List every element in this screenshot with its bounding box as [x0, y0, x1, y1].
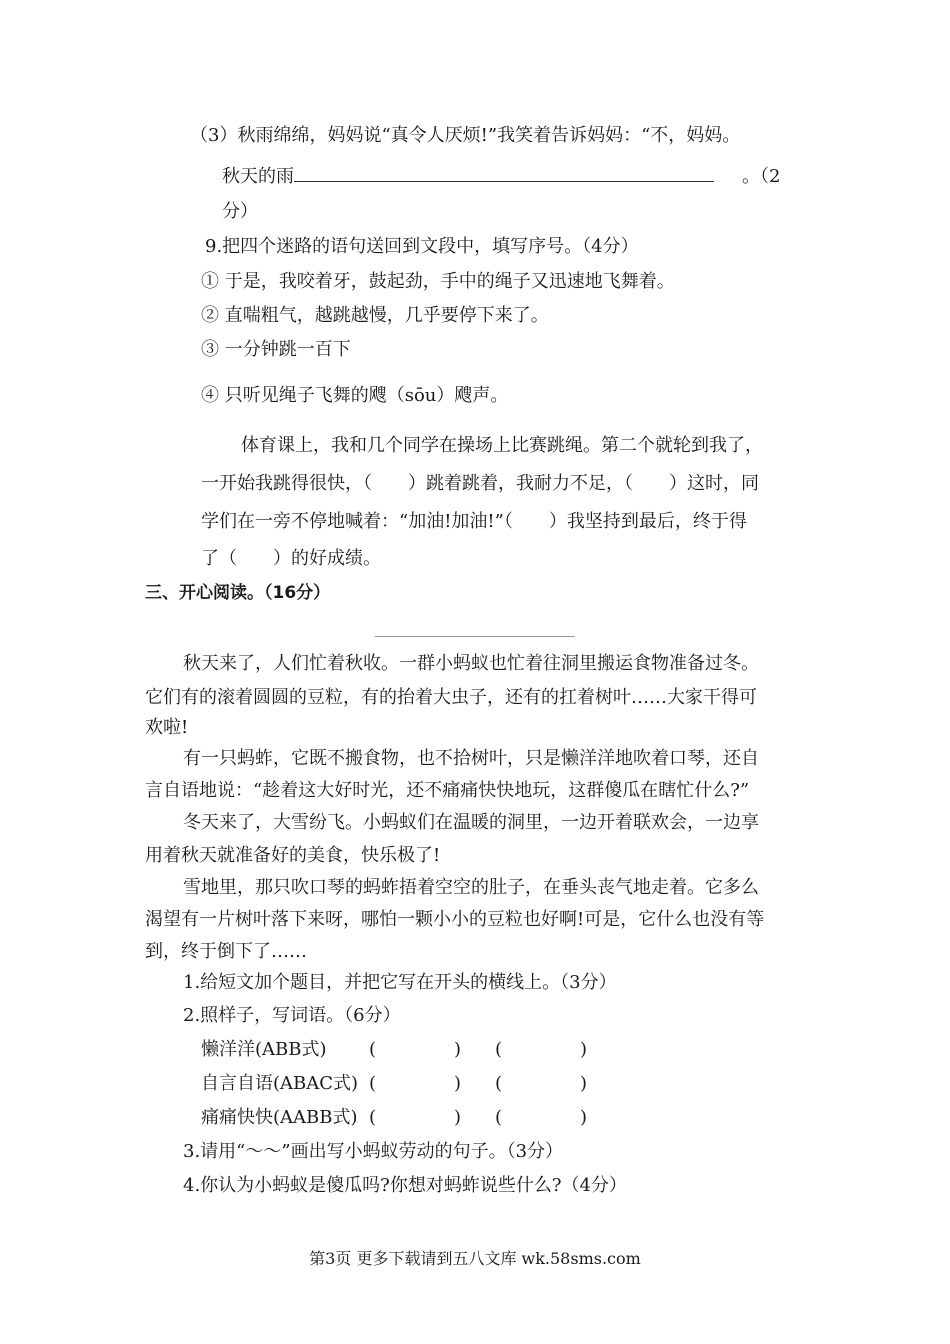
answer-blank[interactable]: [294, 163, 714, 182]
q9-passage-line: 了（ ）的好成绩。: [201, 548, 381, 569]
q2-paren-b[interactable]: (: [495, 1073, 503, 1094]
story-line: 它们有的滚着圆圆的豆粒，有的抬着大虫子，还有的扛着树叶……大家干得可: [145, 687, 757, 708]
story-line: 渴望有一片树叶落下来呀，哪怕一颗小小的豆粒也好啊!可是，它什么也没有等: [145, 909, 765, 930]
section3-heading: 三、开心阅读。（16分）: [145, 583, 331, 603]
story-line: 欢啦!: [145, 717, 189, 738]
story-line: 到，终于倒下了……: [145, 941, 307, 962]
q2-paren-b: ): [580, 1107, 588, 1128]
q2-paren-a[interactable]: (: [369, 1107, 377, 1128]
story-line: 秋天来了，人们忙着秋收。一群小蚂蚁也忙着往洞里搬运食物准备过冬。: [183, 653, 759, 674]
q8-3-line3: 分）: [222, 201, 258, 222]
q2-paren-b: ): [580, 1039, 588, 1060]
q9-option-3: ③ 一分钟跳一百下: [201, 339, 351, 360]
q2-row-label: 痛痛快快(AABB式): [201, 1107, 358, 1128]
q9-option-2: ② 直喘粗气，越跳越慢，几乎要停下来了。: [201, 305, 549, 326]
q8-3-line1: （3）秋雨绵绵，妈妈说“真令人厌烦!”我笑着告诉妈妈：“不，妈妈。: [190, 125, 741, 146]
q2-row-2: [201, 1072, 358, 1096]
q9-passage-line: 学们在一旁不停地喊着：“加油!加油!”（ ）我坚持到最后，终于得: [201, 511, 747, 532]
story-line: 言自语地说：“趁着这大好时光，还不痛痛快快地玩，这群傻瓜在瞎忙什么?”: [145, 780, 750, 801]
q3-4: 4.你认为小蚂蚁是傻瓜吗?你想对蚂蚱说些什么?（4分）: [183, 1175, 627, 1196]
q2-paren-b: ): [580, 1073, 588, 1094]
q2-paren-b[interactable]: (: [495, 1107, 503, 1128]
q2-paren-a[interactable]: (: [369, 1073, 377, 1094]
q8-3-prefix: 秋天的雨: [222, 166, 294, 187]
page-footer: 第3页 更多下载请到五八文库 wk.58sms.com: [309, 1249, 641, 1268]
q8-3-suffix: 。（2: [742, 166, 781, 187]
q3-2: 2.照样子，写词语。（6分）: [183, 1005, 401, 1026]
q2-row-label: 自言自语(ABAC式): [201, 1073, 359, 1094]
story-line: 用着秋天就准备好的美食，快乐极了!: [145, 845, 441, 866]
q2-paren-a: ): [454, 1107, 462, 1128]
q2-row-3: [201, 1106, 358, 1130]
q8-3-line2: [222, 163, 780, 189]
story-line: 有一只蚂蚱，它既不搬食物，也不拾树叶，只是懒洋洋地吹着口琴，还自: [183, 748, 759, 769]
q2-row-1: [201, 1038, 327, 1062]
q9-option-4: ④ 只听见绳子飞舞的飕（sōu）飕声。: [201, 385, 509, 406]
q9-passage-line: 一开始我跳得很快，（ ）跳着跳着，我耐力不足，（ ）这时，同: [201, 473, 759, 494]
q2-paren-a: ): [454, 1039, 462, 1060]
q2-row-label: 懒洋洋(ABB式): [201, 1039, 327, 1060]
q9-title: 9.把四个迷路的语句送回到文段中，填写序号。（4分）: [205, 236, 639, 257]
title-blank-line[interactable]: [375, 636, 575, 637]
q3-3: 3.请用“～～”画出写小蚂蚁劳动的句子。（3分）: [183, 1141, 564, 1162]
q2-paren-a: ): [454, 1073, 462, 1094]
q3-1: 1.给短文加个题目，并把它写在开头的横线上。（3分）: [183, 972, 617, 993]
q9-passage-line: 体育课上，我和几个同学在操场上比赛跳绳。第二个就轮到我了，: [241, 435, 763, 456]
story-line: 冬天来了，大雪纷飞。小蚂蚁们在温暖的洞里，一边开着联欢会，一边享: [183, 812, 759, 833]
q2-paren-b[interactable]: (: [495, 1039, 503, 1060]
q9-option-1: ① 于是，我咬着牙，鼓起劲，手中的绳子又迅速地飞舞着。: [201, 271, 675, 292]
q2-paren-a[interactable]: (: [369, 1039, 377, 1060]
story-line: 雪地里，那只吹口琴的蚂蚱捂着空空的肚子，在垂头丧气地走着。它多么: [183, 877, 759, 898]
